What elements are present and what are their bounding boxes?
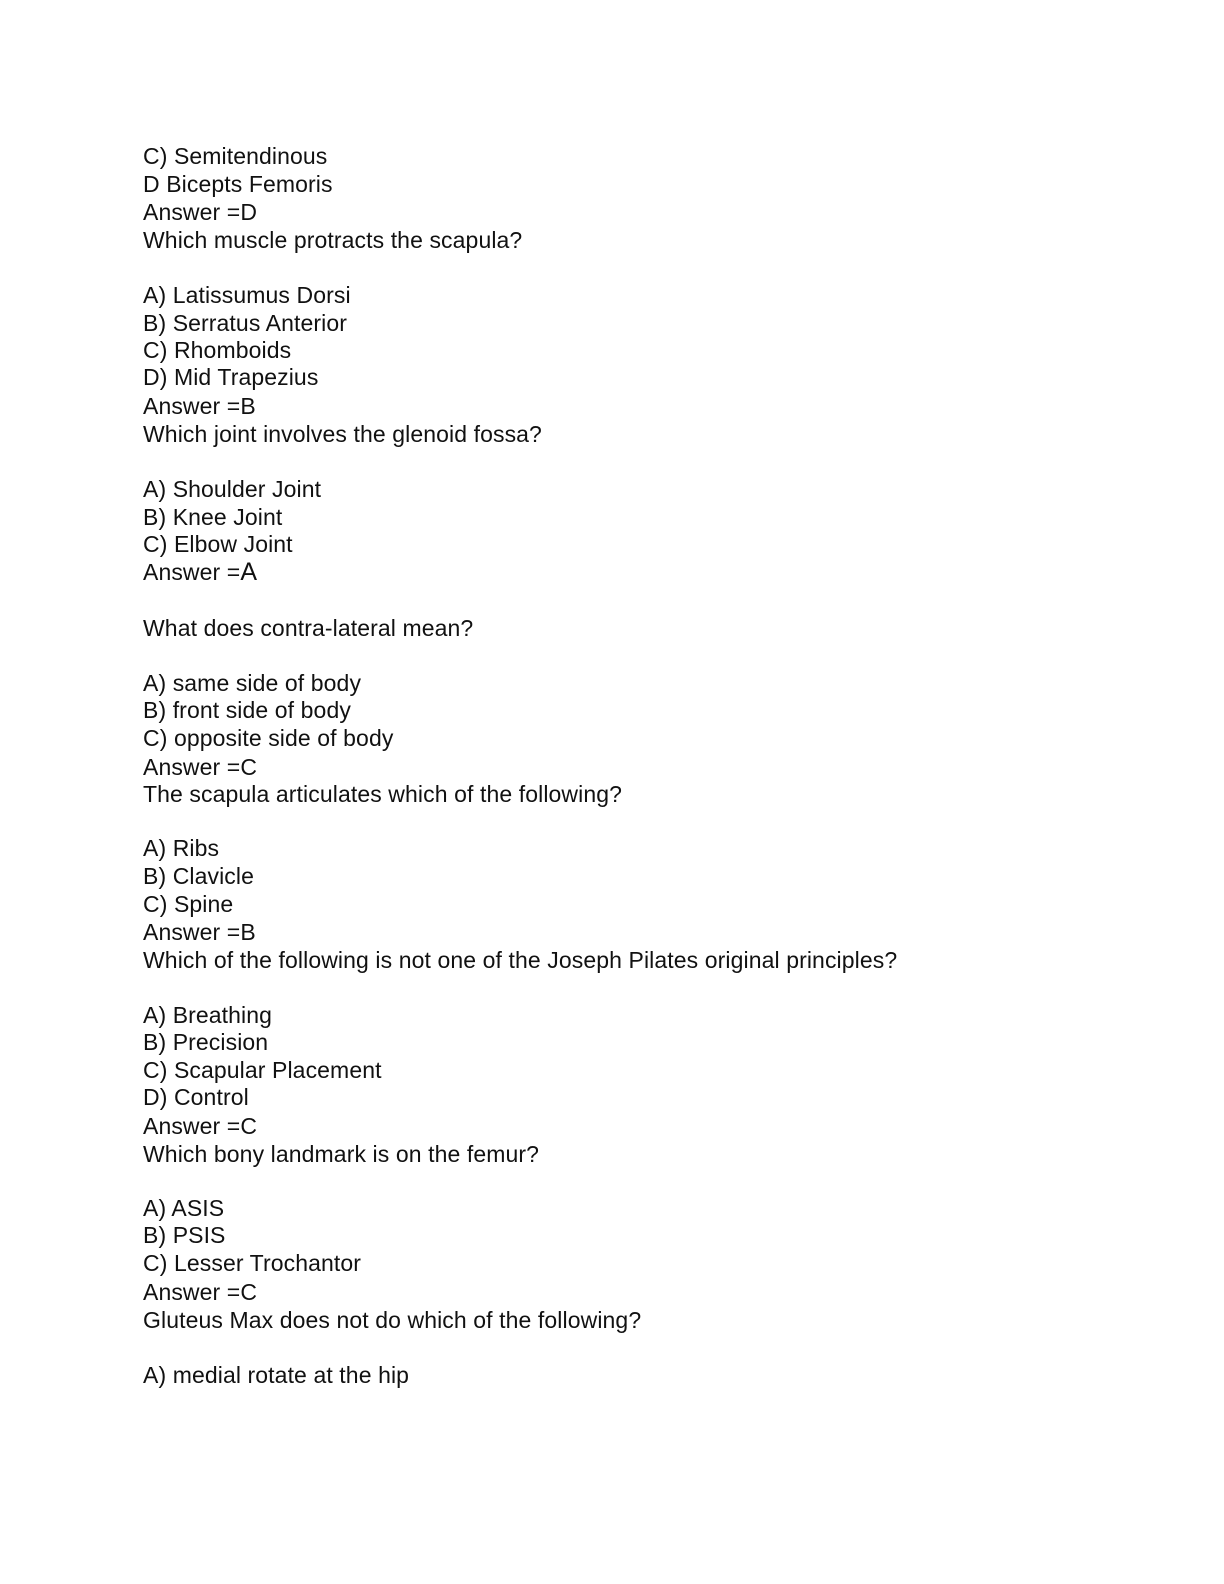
question-scapula-articulates: The scapula articulates which of the following? xyxy=(143,781,623,807)
option-c-semitendinous: C) Semitendinous xyxy=(143,143,328,169)
answer-7: Answer =C xyxy=(143,1279,258,1305)
question-glenoid-fossa: Which joint involves the glenoid fossa? xyxy=(143,421,542,447)
option-b: B) Knee Joint xyxy=(143,504,283,530)
option-c: C) opposite side of body xyxy=(143,725,394,751)
answer-1: Answer =D xyxy=(143,199,258,225)
option-a: A) same side of body xyxy=(143,670,362,696)
option-b: B) Precision xyxy=(143,1029,269,1055)
option-c: C) Lesser Trochantor xyxy=(143,1250,362,1276)
answer-4: Answer =C xyxy=(143,754,258,780)
answer-label: Answer = xyxy=(143,559,241,585)
option-b: B) front side of body xyxy=(143,697,351,723)
option-b: B) Serratus Anterior xyxy=(143,310,347,336)
option-d: D) Control xyxy=(143,1084,249,1110)
answer-2: Answer =B xyxy=(143,393,256,419)
option-d-biceps-femoris: D Bicepts Femoris xyxy=(143,171,333,197)
question-contra-lateral: What does contra-lateral mean? xyxy=(143,615,474,641)
option-c: C) Elbow Joint xyxy=(143,531,293,557)
option-a: A) Breathing xyxy=(143,1002,273,1028)
option-c: C) Scapular Placement xyxy=(143,1057,382,1083)
answer-5: Answer =B xyxy=(143,919,256,945)
option-b: B) Clavicle xyxy=(143,863,255,889)
answer-6: Answer =C xyxy=(143,1113,258,1139)
question-scapula-protraction: Which muscle protracts the scapula? xyxy=(143,227,523,253)
question-pilates-principles: Which of the following is not one of the Joseph Pilates original principles? xyxy=(143,947,898,973)
question-femur-landmark: Which bony landmark is on the femur? xyxy=(143,1141,540,1167)
option-b: B) PSIS xyxy=(143,1222,226,1248)
option-a: A) ASIS xyxy=(143,1195,225,1221)
option-a: A) Shoulder Joint xyxy=(143,476,322,502)
option-c: C) Rhomboids xyxy=(143,337,292,363)
option-a: A) Ribs xyxy=(143,835,220,861)
answer-3 xyxy=(143,558,257,586)
option-d: D) Mid Trapezius xyxy=(143,364,319,390)
option-c: C) Spine xyxy=(143,891,234,917)
answer-letter: A xyxy=(240,558,258,586)
option-a: A) Latissumus Dorsi xyxy=(143,282,351,308)
question-gluteus-max: Gluteus Max does not do which of the following? xyxy=(143,1307,642,1333)
option-a: A) medial rotate at the hip xyxy=(143,1362,410,1388)
